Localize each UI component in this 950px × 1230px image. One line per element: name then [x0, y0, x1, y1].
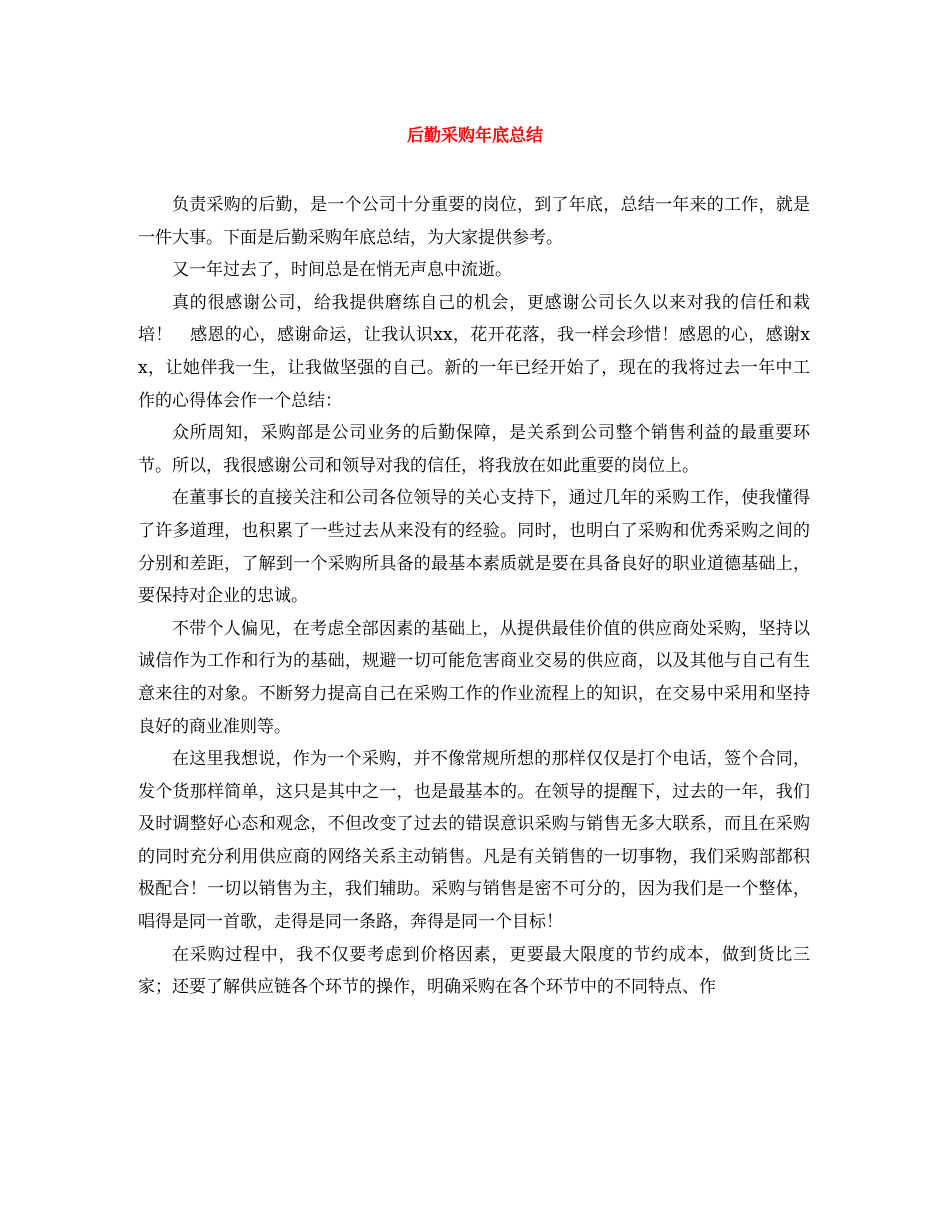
- paragraph-purchasing-role: 众所周知，采购部是公司业务的后勤保障，是关系到公司整个销售利益的最重要环节。所以，我很感谢公司和领导对我的信任，将我放在如此重要的岗位上。: [138, 423, 810, 476]
- document-body: [138, 189, 810, 1004]
- paragraph-gratitude: 真的很感谢公司，给我提供磨练自己的机会，更感谢公司长久以来对我的信任和栽培！ 感恩的心，感谢命运，让我认识xx，花开花落，我一样会珍惜！感恩的心，感谢xx，让她伴我一生，让我做坚强的自己。新的一年已经开始了，现在的我将过去一年中工作的心得体会作一个总结：: [138, 292, 810, 411]
- paragraph-time-passing: 又一年过去了，时间总是在悄无声息中流逝。: [172, 260, 512, 281]
- paragraph-intro: 负责采购的后勤，是一个公司十分重要的岗位，到了年底，总结一年来的工作，就是一件大事。下面是后勤采购年底总结，为大家提供参考。: [138, 195, 810, 248]
- paragraph-principles: 不带个人偏见，在考虑全部因素的基础上，从提供最佳价值的供应商处采购，坚持以诚信作为工作和行为的基础，规避一切可能危害商业交易的供应商，以及其他与自己有生意来往的对象。不断努力提高自己在采购工作的作业流程上的知识，在交易中采用和坚持良好的商业准则等。: [138, 618, 810, 737]
- paragraph-experience: 在董事长的直接关注和公司各位领导的关心支持下，通过几年的采购工作，使我懂得了许多道理，也积累了一些过去从来没有的经验。同时，也明白了采购和优秀采购之间的分别和差距，了解到一个采购所具备的最基本素质就是要在具备良好的职业道德基础上，要保持对企业的忠诚。: [138, 488, 810, 607]
- paragraph-sales-support: 在这里我想说，作为一个采购，并不像常规所想的那样仅仅是打个电话，签个合同，发个货那样简单，这只是其中之一，也是最基本的。在领导的提醒下，过去的一年，我们及时调整好心态和观念，不但改变了过去的错误意识采购与销售无多大联系，而且在采购的同时充分利用供应商的网络关系主动销售。凡是有关销售的一切事物，我们采购部都积极配合！一切以销售为主，我们辅助。采购与销售是密不可分的，因为我们是一个整体，唱得是同一首歌，走得是同一条路，奔得是同一个目标！: [138, 749, 810, 933]
- paragraph-cost-control: 在采购过程中，我不仅要考虑到价格因素，更要最大限度的节约成本，做到货比三家；还要了解供应链各个环节的操作，明确采购在各个环节中的不同特点、作: [138, 944, 810, 998]
- document-title: 后勤采购年底总结: [407, 126, 543, 146]
